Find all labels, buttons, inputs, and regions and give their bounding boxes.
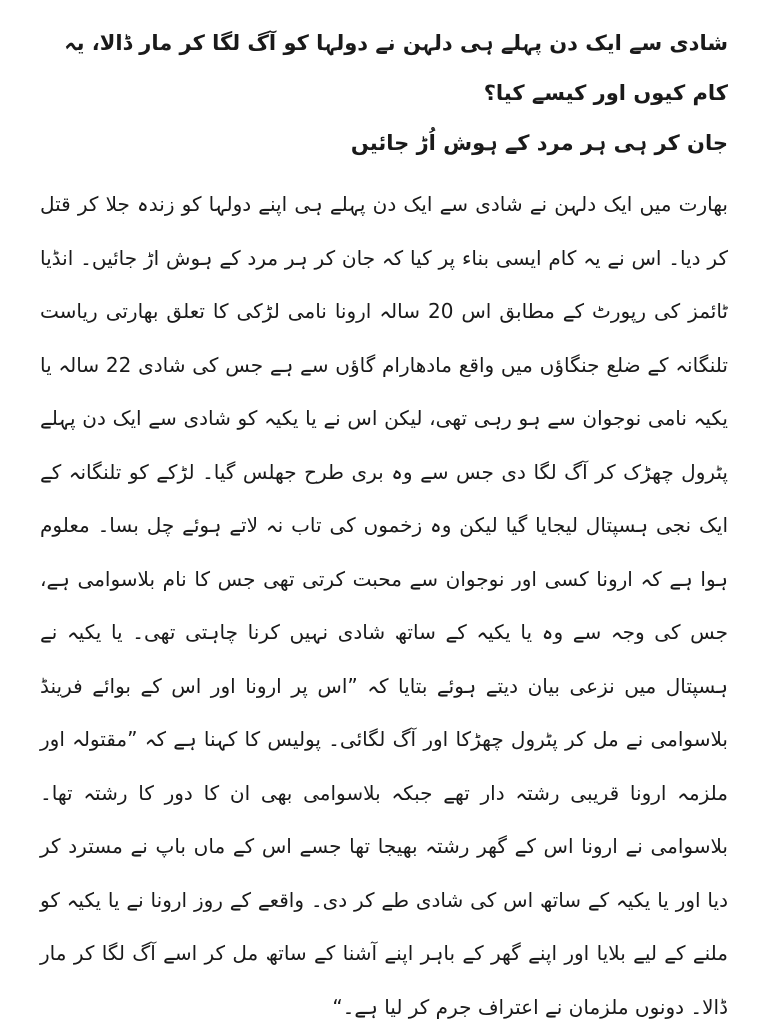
- article-body: بھارت میں ایک دلہن نے شادی سے ایک دن پہلے ہی اپنے دولہا کو زندہ جلا کر قتل کر دیا۔ اس نے یہ کام ایسی بناء پر کیا کہ جان کر ہر مرد کے ہوش اڑ جائیں۔ انڈیا ٹائمز کی رپورٹ کے مطابق اس 20 سالہ ارونا نامی لڑکی کا تعلق بھارتی ریاست تلنگانہ کے ضلع جنگاؤں میں واقع مادھارام گاؤں سے ہے جس کی شادی 22 سالہ یا یکیہ نامی نوجوان سے ہو رہی تھی، لیکن اس نے یا یکیہ کو شادی سے ایک دن پہلے پٹرول چھڑک کر آگ لگا دی جس سے وہ بری طرح جھلس گیا۔ لڑکے کو تلنگانہ کے ایک نجی ہسپتال لیجایا گیا لیکن وہ زخموں کی تاب نہ لاتے ہوئے چل بسا۔ معلوم ہوا ہے کہ ارونا کسی اور نوجوان سے محبت کرتی تھی جس کا نام بلاسوامی ہے، جس کی وجہ سے وہ یا یکیہ کے ساتھ شادی نہیں کرنا چاہتی تھی۔ یا یکیہ نے ہسپتال میں نزعی بیان دیتے ہوئے بتایا کہ ”اس پر ارونا اور اس کے بوائے فرینڈ بلاسوامی نے مل کر پٹرول چھڑکا اور آگ لگائی۔ پولیس کا کہنا ہے کہ ”مقتولہ اور ملزمہ ارونا قریبی رشتہ دار تھے جبکہ بلاسوامی بھی ان کا دور کا رشتہ تھا۔ بلاسوامی نے ارونا اس کے گھر رشتہ بھیجا تھا جسے اس کے ماں باپ نے مسترد کر دیا اور یا یکیہ کے ساتھ اس کی شادی طے کر دی۔ واقعے کے روز ارونا نے یا یکیہ کو ملنے کے لیے بلایا اور اپنے گھر کے باہر اپنے آشنا کے ساتھ مل کر اسے آگ لگا کر مار ڈالا۔ دونوں ملزمان نے اعتراف جرم کر لیا ہے۔“: [40, 192, 728, 1019]
- article-headline-line-1: شادی سے ایک دن پہلے ہی دلہن نے دولہا کو آگ لگا کر مار ڈالا، یہ کام کیوں اور کیسے کیا؟: [64, 31, 728, 105]
- article-headline-line-2: جان کر ہی ہر مرد کے ہوش اُڑ جائیں: [350, 131, 728, 155]
